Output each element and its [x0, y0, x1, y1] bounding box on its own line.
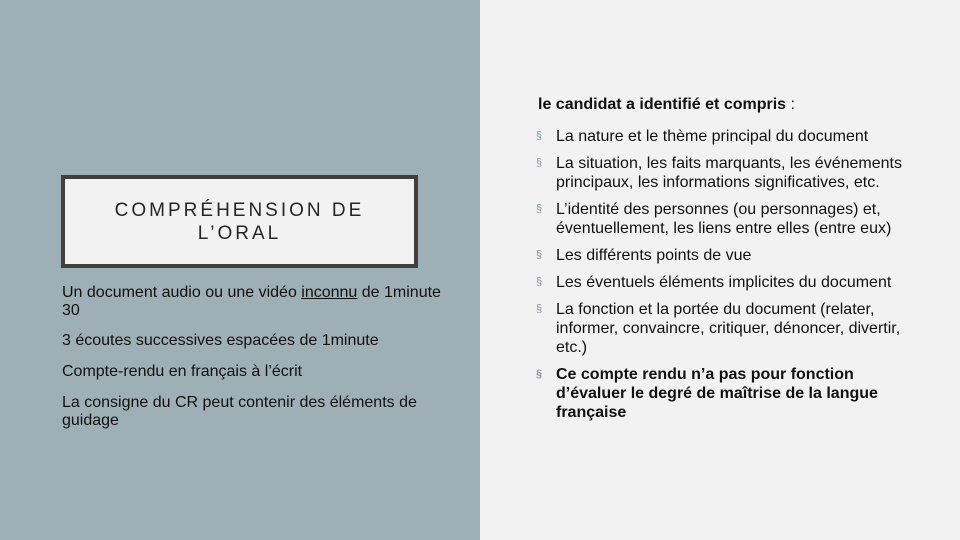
underlined-word: inconnu [301, 284, 358, 301]
bullet-list [536, 127, 906, 430]
bullet-marker-icon: § [536, 249, 543, 261]
right-heading: le candidat a identifié et compris : [538, 96, 795, 113]
slide-title: COMPRÉHENSION DE L’ORAL [114, 199, 365, 244]
bullet-item: § La fonction et la portée du document (relater, informer, convaincre, critiquer, dénoncer, divertir, etc.) [536, 301, 901, 356]
title-box [61, 175, 418, 268]
bullet-item: § Les éventuels éléments implicites du document [536, 274, 892, 291]
bullet-marker-icon: § [536, 157, 543, 169]
left-item-consigne: La consigne du CR peut contenir des éléments de guidage [62, 394, 417, 429]
bullet-item: § L’identité des personnes (ou personnages) et, éventuellement, les liens entre elles (entre eux) [536, 201, 892, 237]
bullet-item: § Les différents points de vue [536, 247, 752, 264]
left-item-document: Un document audio ou une vidéo inconnu de 1minute 30 [62, 284, 441, 319]
left-item-compte-rendu: Compte-rendu en français à l’écrit [62, 363, 303, 380]
bullet-marker-icon: § [536, 276, 543, 288]
bullet-marker-icon: § [536, 203, 543, 215]
bullet-item-emphasis: § Ce compte rendu n’a pas pour fonction d’évaluer le degré de maîtrise de la langue française [536, 366, 878, 421]
bullet-marker-icon: § [536, 368, 543, 380]
bullet-item: § La nature et le thème principal du document [536, 128, 869, 145]
bullet-marker-icon: § [536, 303, 543, 315]
bullet-marker-icon: § [536, 130, 543, 142]
bullet-item: § La situation, les faits marquants, les événements principaux, les informations significatives, etc. [536, 155, 902, 191]
left-text-list [62, 284, 447, 443]
left-item-ecoutes: 3 écoutes successives espacées de 1minute [62, 332, 379, 349]
